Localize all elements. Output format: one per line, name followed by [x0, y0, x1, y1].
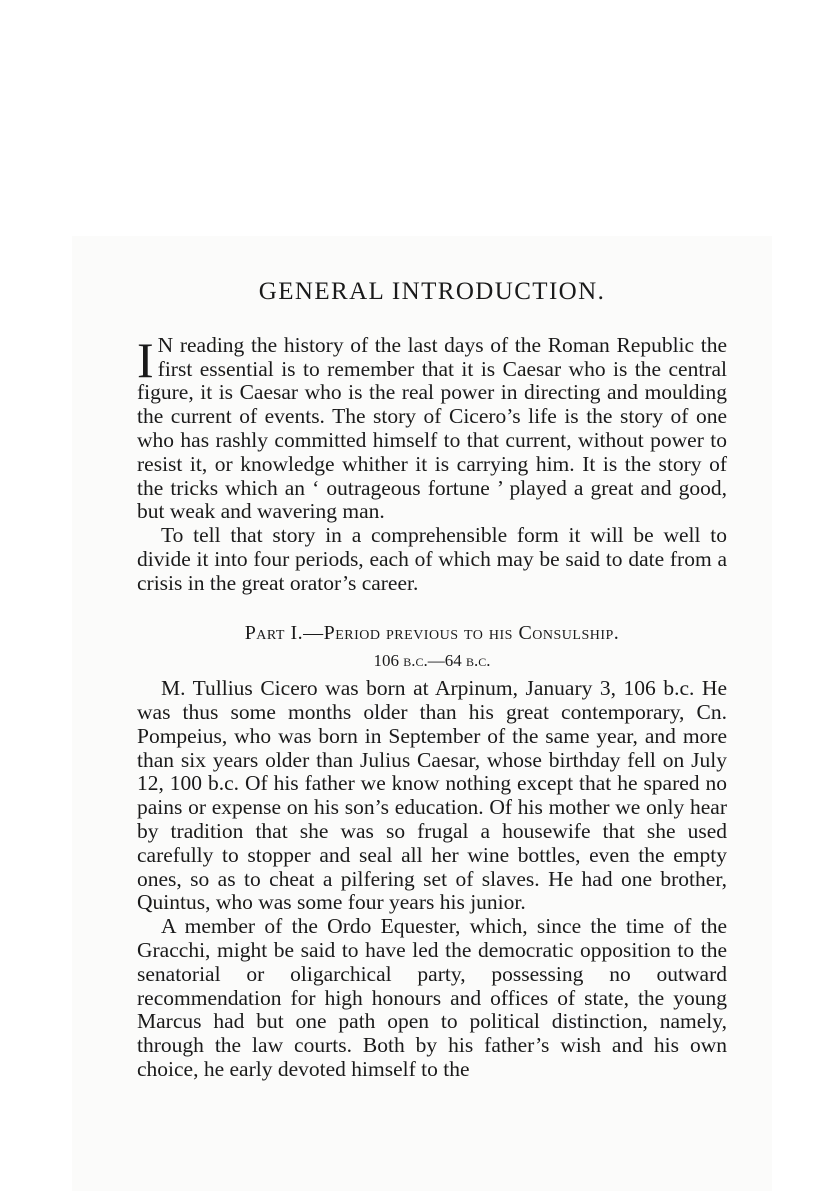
chapter-title: GENERAL INTRODUCTION. [258, 278, 606, 305]
part1-paragraph-2: A member of the Ordo Equester, which, since the time of the Gracchi, might be said to have led the democratic opposition to the senatorial or oligarchical party, possessing no outward recommendation for high honours and offices of state, the young Marcus had but one path open to political distinction, namely, through the law courts. Both by his father’s wish and his own choice, he early devoted himself to the [137, 914, 727, 1081]
part-heading: Part I.—Period previous to his Consulship. [244, 621, 620, 644]
page-text-column [137, 280, 727, 1082]
intro-paragraph-2: To tell that story in a comprehensible form it will be well to divide it into four periods, each of which may be said to date from a crisis in the great orator’s career. [137, 523, 727, 595]
part1-paragraph-1: M. Tullius Cicero was born at Arpinum, January 3, 106 b.c. He was thus some months older than his great contemporary, Cn. Pompeius, who was born in September of the same year, and more than six years older than Julius Caesar, whose birthday fell on July 12, 100 b.c. Of his father we know nothing except that he spared no pains or expense on his son’s education. Of his mother we only hear by tradition that she was so frugal a housewife that she used carefully to stopper and seal all her wine bottles, even the empty ones, so as to cheat a pilfering set of slaves. He had one brother, Quintus, who was some four years his junior. [137, 676, 727, 915]
period-dates: 106 b.c.—64 b.c. [373, 651, 491, 671]
intro-paragraph-1 [137, 331, 727, 524]
intro-paragraph-1-text: N reading the history of the last days of the Roman Republic the first essential is to remember that it is Caesar who is the central figure, it is Caesar who is the real power in directing and moulding the current of events. The story of Cicero’s life is the story of one who has rashly committed himself to that current, without power to resist it, or knowledge whither it is carrying him. It is the story of the tricks which an ‘ outrageous fortune ’ played a great and good, but weak and wavering man. [137, 332, 727, 524]
drop-cap-letter: I [137, 331, 154, 388]
